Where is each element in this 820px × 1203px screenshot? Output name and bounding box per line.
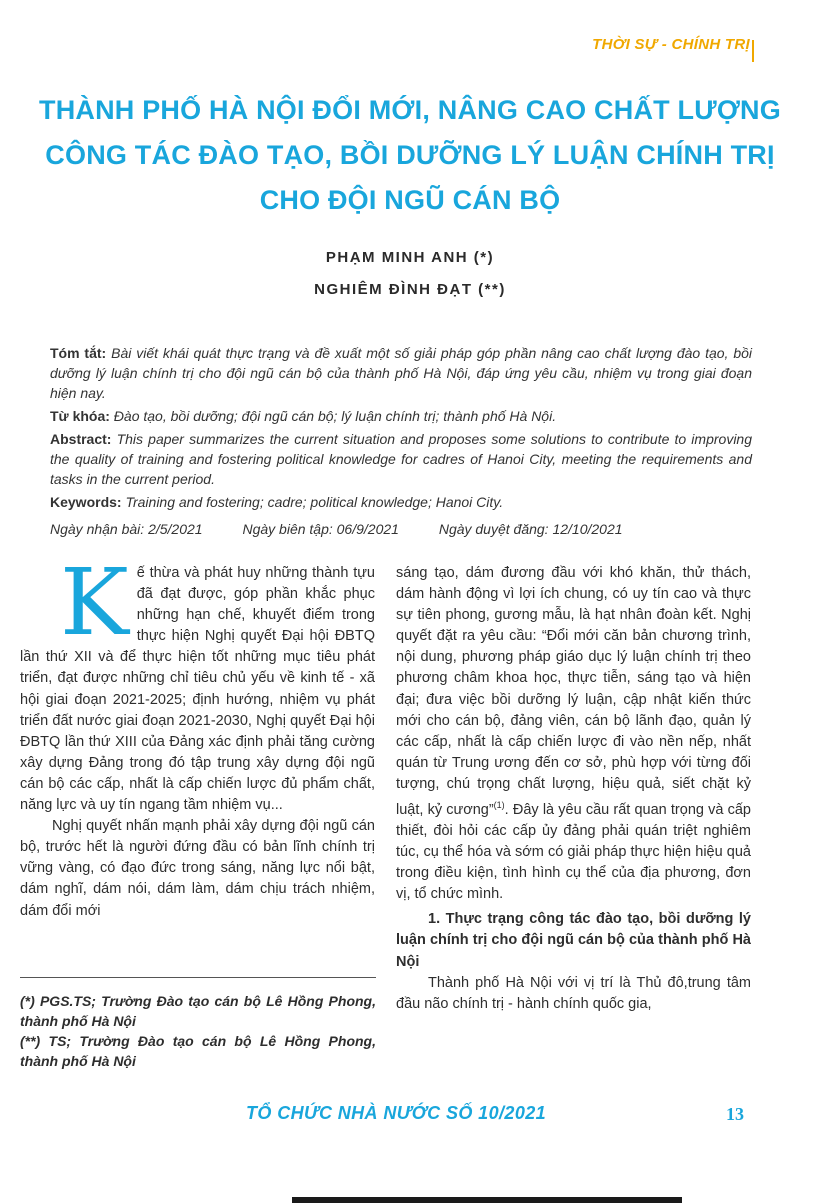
left-paragraph-2: Nghị quyết nhấn mạnh phải xây dựng đội ngũ cán bộ, trước hết là người đứng đầu có bản lĩnh chính trị vững vàng, có đạo đức trong sáng, năng lực nổi bật, dám nghĩ, dám nói, dám làm, dám chịu trách nhiệm, dám đổi mới (20, 818, 375, 919)
right-paragraph-1 (396, 563, 751, 905)
keywords-en-text: Training and fostering; cadre; political knowledge; Hanoi City. (121, 494, 504, 510)
footnotes (20, 991, 376, 1071)
right-column (396, 563, 751, 1015)
footnote-divider (20, 977, 376, 978)
abstract-en (50, 429, 752, 489)
reference-marker: (1) (493, 800, 505, 811)
summary-vi (50, 343, 752, 403)
author-1: PHẠM MINH ANH (*) (325, 249, 495, 266)
abstract-label: Abstract: (50, 431, 112, 447)
keywords-en-label: Keywords: (50, 494, 122, 510)
title-line-3: CHO ĐỘI NGŨ CÁN BỘ (259, 185, 561, 215)
keywords-vi-label: Từ khóa: (50, 408, 110, 424)
keywords-vi-text: Đào tạo, bồi dưỡng; đội ngũ cán bộ; lý luận chính trị; thành phố Hà Nội. (109, 408, 557, 424)
journal-footer: TỔ CHỨC NHÀ NƯỚC SỐ 10/2021 (246, 1103, 547, 1123)
keywords-en (50, 492, 752, 512)
date-approved: Ngày duyệt đăng: 12/10/2021 (438, 521, 623, 537)
section-1-heading: 1. Thực trạng công tác đào tạo, bồi dưỡng lý luận chính trị cho đội ngũ cán bộ của thành phố Hà Nội (396, 911, 751, 970)
section-tag-rule (752, 40, 754, 62)
section-tag: THỜI SỰ - CHÍNH TRỊ (592, 36, 750, 53)
intro-paragraph (20, 549, 375, 816)
left-column (20, 549, 375, 922)
title-line-1: THÀNH PHỐ HÀ NỘI ĐỔI MỚI, NÂNG CAO CHẤT LƯỢNG (39, 95, 781, 125)
right-paragraph-1-text: sáng tạo, dám đương đầu với khó khăn, thử thách, dám hành động vì lợi ích chung, có uy tín cao và thực sự tiên phong, gương mẫu, là hạt nhân đoàn kết. Nghị quyết đặt ra yêu cầu: “Đổi mới căn bản chương trình, nội dung, phương pháp giáo dục lý luận chính trị theo phương châm khoa học, thực tiễn, sáng tạo và hiện đại; đưa việc bồi dưỡng lý luận, cập nhật kiến thức mới cho cán bộ, đảng viên, cán bộ lãnh đạo, quản lý các cấp, nhất là cấp chiến lược đi vào nền nếp, nhất quán từ Trung ương đến cơ sở, phù hợp với từng đối tượng, chú trọng chất lượng, hiệu quả, siết chặt kỷ luật, kỷ cương” (396, 565, 751, 818)
footnote-2: (**) TS; Trường Đào tạo cán bộ Lê Hồng Phong, thành phố Hà Nội (20, 1033, 376, 1069)
intro-text: ế thừa và phát huy những thành tựu đã đạt được, góp phần khắc phục những hạn chế, khuyết điểm trong thực hiện Nghị quyết Đại hội ĐBTQ lần thứ XII và để thực hiện tốt những mục tiêu phát triển, đạt được những chỉ tiêu chủ yếu về kinh tế - xã hội giai đoạn 2021-2025; định hướng, nhiệm vụ phát triển đất nước giai đoạn 2021-2030, Nghị quyết Đại hội ĐBTQ lần thứ XIII của Đảng xác định phải tăng cường xây dựng Đảng trong đó tập trung xây dựng đội ngũ cán bộ các cấp, nhất là cấp chiến lược đủ phẩm chất, năng lực và uy tín ngang tầm nhiệm vụ... (20, 565, 375, 814)
keywords-vi (50, 406, 752, 426)
summary-text: Bài viết khái quát thực trạng và đề xuất một số giải pháp góp phần nâng cao chất lượng đào tạo, bồi dưỡng lý luận chính trị cho đội ngũ cán bộ của thành phố Hà Nội, đáp ứng yêu cầu, nhiệm vụ trong giai đoạn hiện nay. (50, 345, 752, 401)
article-title (20, 88, 800, 223)
footnote-1: (*) PGS.TS; Trường Đào tạo cán bộ Lê Hồng Phong, thành phố Hà Nội (20, 993, 376, 1029)
summary-label: Tóm tắt: (50, 345, 107, 361)
page-number: 13 (726, 1104, 744, 1124)
title-line-2: CÔNG TÁC ĐÀO TẠO, BỒI DƯỠNG LÝ LUẬN CHÍNH TRỊ (45, 140, 775, 170)
dropcap: K (60, 549, 129, 656)
date-received: Ngày nhận bài: 2/5/2021 (50, 521, 203, 537)
date-edited: Ngày biên tập: 06/9/2021 (242, 521, 399, 537)
author-2: NGHIÊM ĐÌNH ĐẠT (**) (314, 281, 506, 298)
right-paragraph-2: Thành phố Hà Nội với vị trí là Thủ đô,trung tâm đầu não chính trị - hành chính quốc gia, (396, 974, 751, 1012)
abstract-text: This paper summarizes the current situation and proposes some solutions to contribute to improving the quality of training and fostering political knowledge for cadres of Hanoi City, meeting the requirements and tasks in the current period. (50, 431, 752, 487)
right-paragraph-1-tail: . Đây là yêu cầu rất quan trọng và cấp thiết, đòi hỏi các cấp ủy đảng phải quán triệt nghiêm túc, cụ thể hóa và sớm có giải pháp thực hiện hiệu quả trong điều kiện, tình hình cụ thể của địa phương, đơn vị, tổ chức mình. (396, 801, 751, 903)
abstract-block (50, 343, 752, 515)
bottom-bar (292, 1197, 682, 1203)
article-dates (50, 521, 770, 537)
